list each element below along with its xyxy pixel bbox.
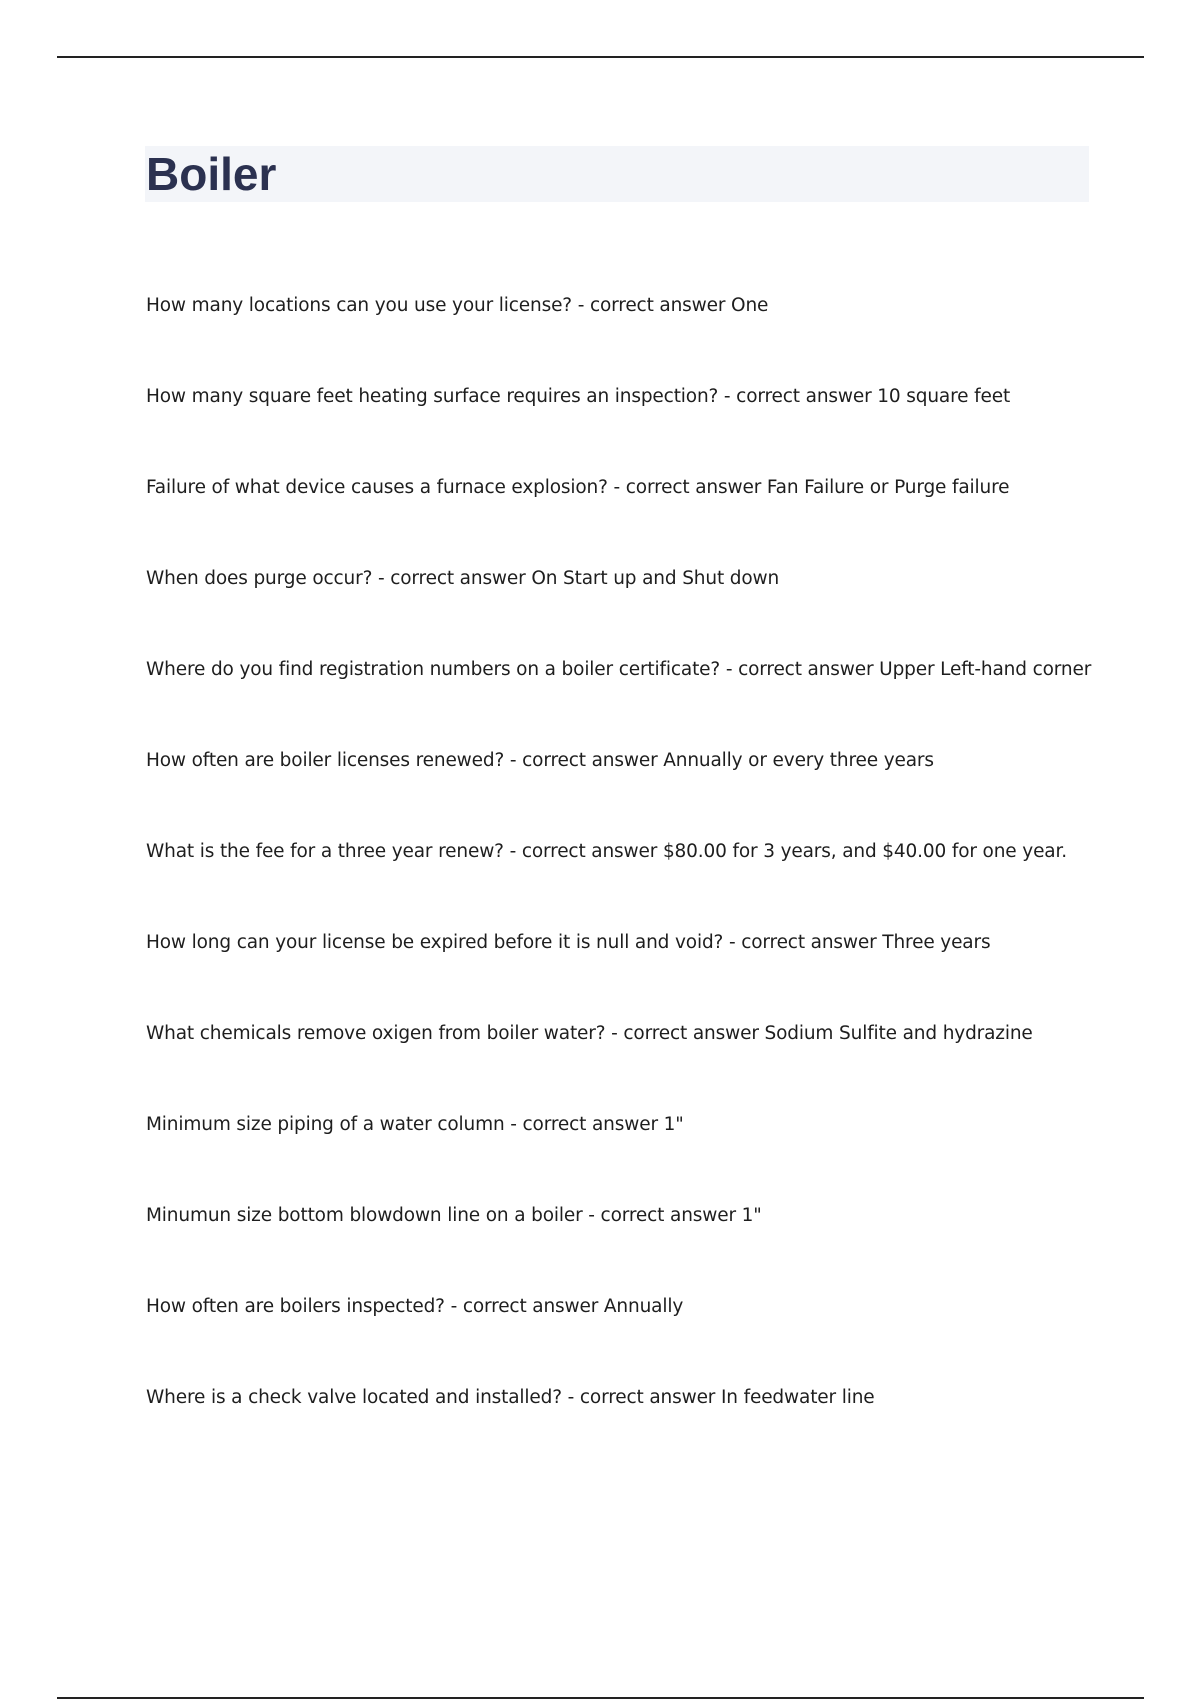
qa-item: How often are boiler licenses renewed? - correct answer Annually or every three years [146, 750, 934, 771]
qa-item: Minumun size bottom blowdown line on a boiler - correct answer 1" [146, 1205, 762, 1226]
qa-item: How many locations can you use your license? - correct answer One [146, 295, 769, 316]
qa-item: Where do you find registration numbers on a boiler certificate? - correct answer Upper Left-hand corner [146, 659, 1092, 680]
qa-item: How many square feet heating surface requires an inspection? - correct answer 10 square feet [146, 386, 1011, 407]
qa-item: Failure of what device causes a furnace explosion? - correct answer Fan Failure or Purge failure [146, 477, 1010, 498]
qa-item: Where is a check valve located and installed? - correct answer In feedwater line [146, 1387, 875, 1408]
qa-list [146, 288, 1136, 1471]
page-title: Boiler [146, 148, 277, 200]
qa-item: How often are boilers inspected? - correct answer Annually [146, 1296, 684, 1317]
bottom-rule [57, 1697, 1144, 1699]
qa-item: When does purge occur? - correct answer On Start up and Shut down [146, 568, 780, 589]
qa-item: What chemicals remove oxigen from boiler water? - correct answer Sodium Sulfite and hydrazine [146, 1023, 1033, 1044]
qa-item: How long can your license be expired before it is null and void? - correct answer Three years [146, 932, 991, 953]
qa-item: What is the fee for a three year renew? - correct answer $80.00 for 3 years, and $40.00 for one year. [146, 841, 1067, 862]
top-rule [57, 56, 1144, 58]
qa-item: Minimum size piping of a water column - correct answer 1" [146, 1114, 684, 1135]
title-band [145, 146, 1089, 202]
